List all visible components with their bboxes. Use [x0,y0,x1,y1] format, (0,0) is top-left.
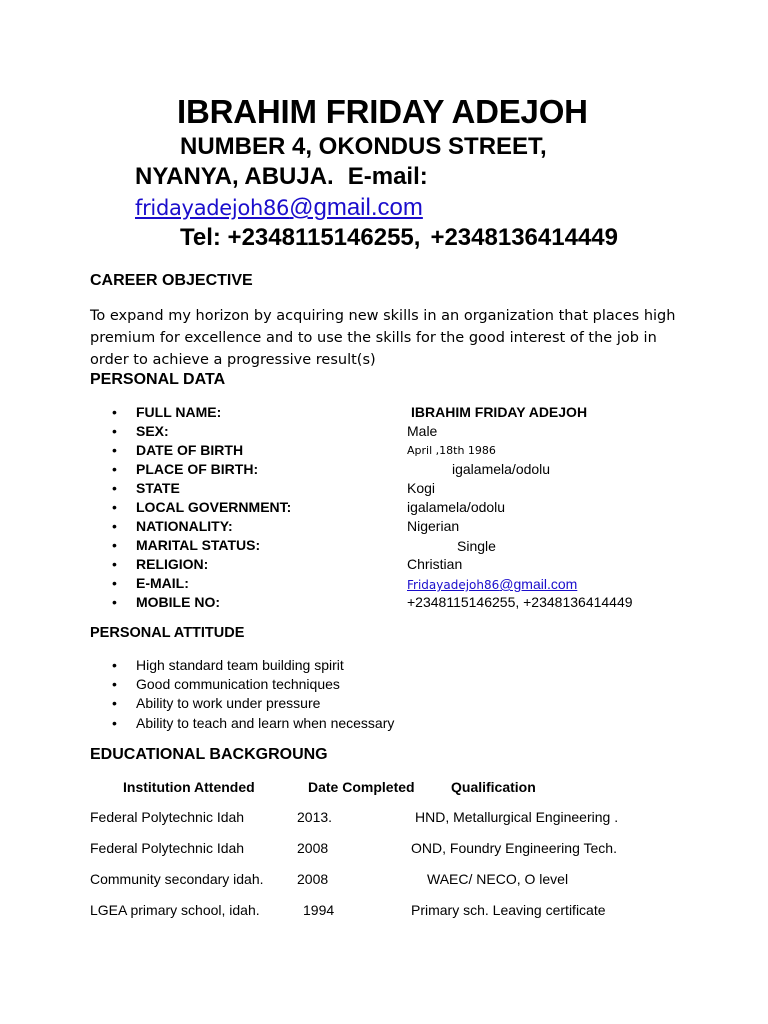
label-nationality: NATIONALITY: [136,518,233,534]
value-full-name: IBRAHIM FRIDAY ADEJOH [411,404,588,420]
applicant-name: IBRAHIM FRIDAY ADEJOH [177,93,588,130]
telephone-2: +2348136414449 [430,224,618,251]
bullet-icon: • [112,575,117,591]
cell-qualification: WAEC/ NECO, O level [427,871,569,887]
attitude-item: Ability to work under pressure [136,695,321,711]
value-email-user: Fridayadejoh86 [407,578,500,592]
bullet-icon: • [112,594,117,610]
cell-date: 1994 [303,902,335,918]
value-local-government: igalamela/odolu [407,499,506,515]
attitude-item: High standard team building spirit [136,657,344,673]
value-religion: Christian [407,556,463,572]
label-mobile: MOBILE NO: [136,594,220,610]
bullet-icon: • [112,695,117,711]
bullet-icon: • [112,480,117,496]
bullet-icon: • [112,518,117,534]
career-objective-text: To expand my horizon by acquiring new skills in an organization that places high premium for excellence and to use the skills for the good interest of the job in order to achieve a progressive result(s) [90,308,676,368]
cell-date: 2013. [297,809,333,825]
personal-attitude-heading: PERSONAL ATTITUDE [90,625,245,641]
cell-qualification: Primary sch. Leaving certificate [411,902,606,918]
cell-qualification: OND, Foundry Engineering Tech. [411,840,617,856]
label-religion: RELIGION: [136,556,209,572]
label-state: STATE [136,480,180,496]
column-qualification: Qualification [451,779,536,795]
bullet-icon: • [112,404,117,420]
value-state: Kogi [407,480,436,496]
bullet-icon: • [112,461,117,477]
email-domain: @gmail.com [289,194,423,221]
label-sex: SEX: [136,423,169,439]
cell-institution: Federal Polytechnic Idah [90,809,245,825]
bullet-icon: • [112,423,117,439]
label-marital-status: MARITAL STATUS: [136,537,261,553]
bullet-icon: • [112,537,117,553]
value-place-of-birth: igalamela/odolu [452,461,551,477]
attitude-item: Good communication techniques [136,676,340,692]
telephone-1: Tel: +2348115146255, [180,224,421,251]
value-date-of-birth: April ,18th 1986 [407,444,496,457]
education-heading: EDUCATIONAL BACKGROUNG [90,746,328,763]
label-local-government: LOCAL GOVERNMENT: [136,499,292,515]
email-user: fridayadejoh86 [135,196,290,220]
value-nationality: Nigerian [407,518,460,534]
cell-date: 2008 [297,840,329,856]
cell-date: 2008 [297,871,329,887]
career-objective-heading: CAREER OBJECTIVE [90,272,253,289]
email-label: E-mail: [347,163,428,190]
label-date-of-birth: DATE OF BIRTH [136,442,244,458]
label-email: E-MAIL: [136,575,189,591]
label-full-name: FULL NAME: [136,404,222,420]
address-line-2 [135,163,428,191]
value-sex: Male [407,423,438,439]
telephone [180,224,618,252]
email-link[interactable] [135,194,423,222]
column-institution: Institution Attended [123,779,255,795]
value-email-link[interactable] [407,576,577,592]
value-marital-status: Single [457,538,496,554]
bullet-icon: • [112,676,117,692]
bullet-icon: • [112,556,117,572]
address-line-1: NUMBER 4, OKONDUS STREET, [180,133,547,160]
value-email-domain: @gmail.com [499,576,578,592]
bullet-icon: • [112,715,117,731]
cell-institution: LGEA primary school, idah. [90,902,260,918]
cell-institution: Federal Polytechnic Idah [90,840,245,856]
cell-qualification: HND, Metallurgical Engineering . [415,809,619,825]
cell-institution: Community secondary idah. [90,871,264,887]
address-city: NYANYA, ABUJA. [135,163,334,190]
bullet-icon: • [112,499,117,515]
attitude-item: Ability to teach and learn when necessary [136,715,395,731]
value-mobile: +2348115146255, +2348136414449 [407,594,633,610]
column-date-completed: Date Completed [308,779,415,795]
personal-data-heading: PERSONAL DATA [90,371,226,388]
bullet-icon: • [112,657,117,673]
bullet-icon: • [112,442,117,458]
label-place-of-birth: PLACE OF BIRTH: [136,461,259,477]
